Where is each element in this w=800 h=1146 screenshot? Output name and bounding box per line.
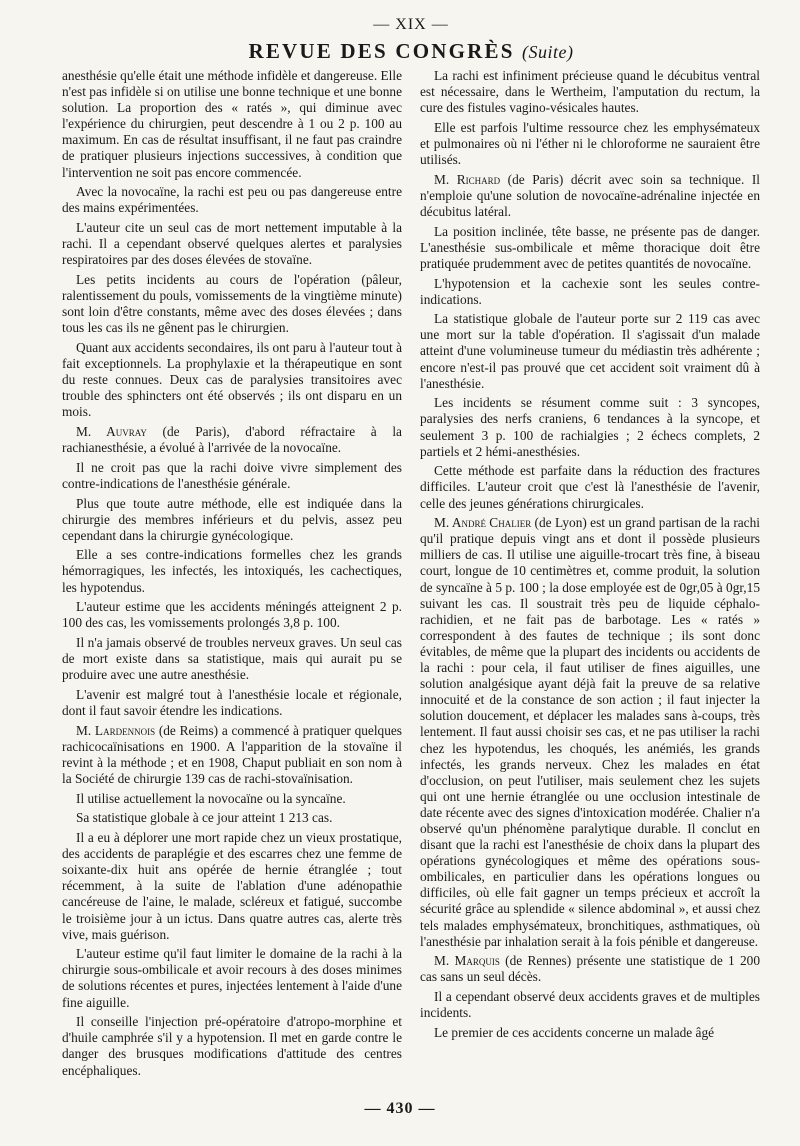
author-name: M. Richard — [434, 171, 501, 187]
paragraph-text: Il a cependant observé deux accidents graves et de multiples incidents. — [420, 989, 760, 1021]
author-name: M. André Chalier — [434, 515, 532, 531]
paragraph — [62, 635, 402, 683]
paragraph — [62, 791, 402, 807]
paragraph — [420, 276, 760, 308]
paragraph-text: L'auteur cite un seul cas de mort nettement imputable à la rachi. Il a cependant observé quelques alertes et paralysies respiratoires par des doses élevées de stovaïne. — [62, 220, 402, 268]
paragraph — [62, 220, 402, 268]
paragraph — [62, 830, 402, 943]
paragraph — [420, 1025, 760, 1041]
paragraph — [62, 687, 402, 719]
paragraph-text: (de Rennes) présente une statistique de 1 200 cas sans un seul décès. — [420, 953, 760, 985]
paragraph-text: La position inclinée, tête basse, ne présente pas de danger. L'anesthésie sus-ombilicale et même thoracique doit être pratiquée prudemment avec de petites quantités de novocaïne. — [420, 223, 760, 271]
paragraph — [62, 496, 402, 544]
paragraph — [420, 515, 760, 950]
running-title — [62, 36, 760, 66]
paragraph-text: Il conseille l'injection pré-opératoire d'atropo-morphine et d'huile camphrée s'il y a hypotension. Il met en garde contre le danger des brusques modifications d'attitude des centres encéphaliques. — [62, 1014, 402, 1078]
paragraph-text: Les petits incidents au cours de l'opération (pâleur, ralentissement du pouls, vomissements de la vingtième minute) sont loin d'être constants, même avec des doses élevées ; dans tous les cas ils ne gênent pas le chirurgien. — [62, 271, 402, 336]
paragraph-text: Il n'a jamais observé de troubles nerveux graves. Un seul cas de mort existe dans sa statistique, mais qui aurait pu se produire avec une autre anesthésie. — [62, 635, 402, 683]
author-name: M. Marquis — [434, 953, 500, 969]
paragraph — [420, 120, 760, 168]
paragraph-text: (de Reims) a commencé à pratiquer quelques rachicocaïnisations en 1900. A l'apparition de la stovaïne il revint à la méthode ; et en 1908, Chaput publiait en son nom à la Société de chirurgie 139 cas de rachi-stovaïnisation. — [62, 722, 402, 786]
roman-page-number: — XIX — — [373, 16, 449, 33]
paragraph — [420, 68, 760, 116]
paragraph — [420, 463, 760, 511]
paragraph — [62, 547, 402, 595]
right-column — [420, 68, 760, 1082]
text-columns — [62, 68, 760, 1082]
paragraph-text: La rachi est infiniment précieuse quand le décubitus ventral est nécessaire, dans le Wertheim, l'amputation du rectum, la cure des fistules vagino-vésicales hautes. — [420, 68, 760, 116]
paragraph-text: La statistique globale de l'auteur porte sur 2 119 cas avec une mort sur la table d'opération. Il s'agissait d'un malade atteint d'une volumineuse tumeur du médiastin très adhérente ; encore n'est-il pas prouvé que cet accident soit vraiment dû à l'anesthésie. — [420, 311, 760, 391]
paragraph-text: (de Lyon) est un grand partisan de la rachi qu'il pratique depuis vingt ans et dont il possède plusieurs milliers de cas. Il utilise une aiguille-trocart très fine, à biseau court, longue de 10 centimètres et, comme produit, la solution de syncaïne à 5 p. 100 ; la dose employée est de 0gr,05 à 0gr,15 suivant les cas. Il soustrait très peu de liquide céphalo-rachidien, et ne fait pas de barbotage. Les « ratés » correspondent à des fautes de technique ; ils sont donc évitables, de même que la plupart des incidents ou accidents de la rachi : pour cela, il faut utiliser de fines aiguilles, une solution analgésique ayant déjà fait la preuve de sa relative innocuité et de la constance de son action ; il faut injecter la solution doucement, et déplacer les malades sans à-coups, très lentement. Il faut aussi choisir ses cas, et ne pas utiliser la rachi chez les hypotendus, les choqués, les anémiés, les grands infectés, les grands nerveux. Chez les malades en état d'occlusion, on peut l'utiliser, mais seulement chez les sujets qui ont une hernie étranglée ou une occlusion intestinale de date récente avec des signes d'intoxication modérée. Chalier n'a observé qu'un phénomène paralytique durable. Il conclut en disant que la rachi est l'anesthésie de choix dans la plupart des opérations gynécologiques et même des opérations sous-ombilicales, en particulier dans les opérations longues ou difficiles, où elle fait gagner un temps précieux et accroît la sécurité grâce au splendide « silence abdominal », et aussi chez tels malades emphysémateux, bronchitiques, asthmatiques, où l'anesthésie par inhalation serait à la fois pénible et dangereuse. — [420, 515, 760, 949]
paragraph-text: Il ne croit pas que la rachi doive vivre simplement des contre-indications de l'anesthésie générale. — [62, 459, 402, 491]
paragraph — [420, 224, 760, 272]
paragraph — [62, 68, 402, 181]
paragraph-text: Les incidents se résument comme suit : 3 syncopes, paralysies des nerfs craniens, 6 tendances à la syncope, et seulement 3 p. 100 de rachialgies ; 2 échecs complets, 2 partiels et 2 hémi-anesthésies. — [420, 395, 760, 459]
author-name: M. Auvray — [76, 423, 147, 439]
paragraph-text: L'auteur estime que les accidents méningés atteignent 2 p. 100 des cas, les vomissements prolongés 3,8 p. 100. — [62, 599, 402, 631]
left-column — [62, 68, 402, 1082]
paragraph-text: Elle a ses contre-indications formelles chez les grands hémorragiques, les infectés, les intoxiqués, les cachectiques, les hypotendus. — [62, 547, 402, 595]
paragraph-text: Sa statistique globale à ce jour atteint 1 213 cas. — [76, 810, 333, 826]
paragraph — [62, 184, 402, 216]
paragraph-text: Quant aux accidents secondaires, ils ont paru à l'auteur tout à fait exceptionnels. La prophylaxie et la thérapeutique en sont du reste connues. Deux cas de paralysies transitoires avec trouble des sphincters ont été observés ; ils ont disparu en un mois. — [62, 339, 402, 420]
paragraph — [62, 424, 402, 456]
paragraph — [62, 272, 402, 336]
paragraph-text: Elle est parfois l'ultime ressource chez les emphysémateux et pulmonaires où ni l'éther ni le chloroforme ne sauraient être utilisés. — [420, 119, 760, 168]
paragraph-text: anesthésie qu'elle était une méthode infidèle et dangereuse. Elle n'est pas infidèle si on utilise une bonne technique et une bonne solution. La proportion des « ratés », qui diminue avec l'expérience du chirurgien, peut descendre à 1 ou 2 p. 100 au maximum. En cas de résultat insuffisant, il ne faut pas craindre de pratiquer plusieurs injections successives, à condition que l'intervention ne soit pas encore commencée. — [62, 68, 402, 180]
paragraph — [62, 723, 402, 787]
paragraph — [420, 953, 760, 985]
paragraph-text: L'avenir est malgré tout à l'anesthésie locale et régionale, dont il faut savoir étendre les indications. — [62, 686, 402, 718]
paragraph — [62, 340, 402, 420]
paragraph — [420, 311, 760, 391]
paragraph-text: Plus que toute autre méthode, elle est indiquée dans la chirurgie des membres inférieurs et du pelvis, assez peu cependant dans la chirurgie gynécologique. — [62, 495, 402, 543]
paragraph — [62, 599, 402, 631]
running-title-main: REVUE DES CONGRÈS — [248, 39, 515, 63]
running-title-suffix: (Suite) — [522, 42, 574, 62]
paragraph-text: (de Paris) décrit avec soin sa technique. Il n'emploie qu'une solution de novocaïne-adrénaline injectée en décubitus latéral. — [420, 171, 760, 219]
paragraph-text: Avec la novocaïne, la rachi est peu ou pas dangereuse entre des mains expérimentées. — [62, 184, 402, 216]
paragraph — [420, 172, 760, 220]
paragraph-text: Cette méthode est parfaite dans la réduction des fractures difficiles. L'auteur croit que c'est là l'anesthésie de l'avenir, celle des jeunes générations chirurgicales. — [420, 463, 760, 511]
paragraph — [62, 810, 402, 826]
paragraph — [62, 946, 402, 1010]
paragraph-text: Le premier de ces accidents concerne un malade âgé — [434, 1024, 715, 1040]
paragraph — [420, 395, 760, 459]
page-number: — 430 — — [364, 1100, 436, 1117]
paragraph — [62, 1014, 402, 1078]
paragraph-text: L'hypotension et la cachexie sont les seules contre-indications. — [420, 275, 760, 307]
paragraph-text: L'auteur estime qu'il faut limiter le domaine de la rachi à la chirurgie sous-ombilicale et avoir recours à des doses minimes de solutions récentes et pures, injectées lentement à l'aide d'une fine aiguille. — [62, 946, 402, 1010]
paragraph-text: Il a eu à déplorer une mort rapide chez un vieux prostatique, des accidents de paraplégie et des escarres chez une femme de soixante-dix huit ans opérée de hernie étranglée ; tout récemment, à la suite de l'ablation d'une adénopathie cancéreuse de l'aine, le malade, scléreux et fatigué, succombe le troisième jour à un ictus. Dans quatre autres cas, alerte très vive, mais guérison. — [62, 830, 402, 942]
paragraph-text: Il utilise actuellement la novocaïne ou la syncaïne. — [76, 790, 346, 806]
paragraph — [62, 460, 402, 492]
author-name: M. Lardennois — [76, 722, 156, 738]
paragraph — [420, 989, 760, 1021]
paragraph-text: (de Paris), d'abord réfractaire à la rachianesthésie, a évolué à l'arrivée de la novocaïne. — [62, 423, 402, 456]
